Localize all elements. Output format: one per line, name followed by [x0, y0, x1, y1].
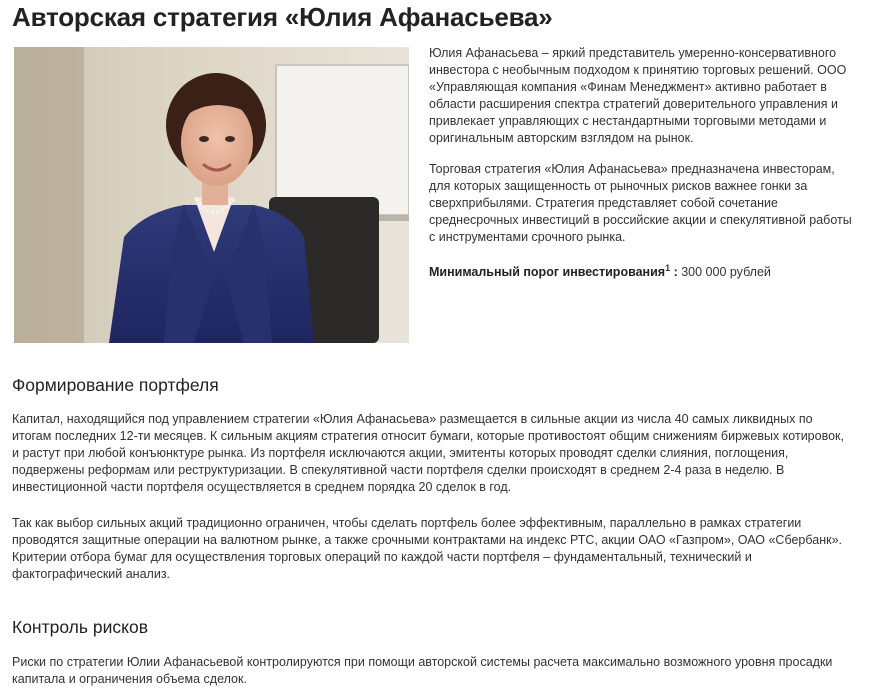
portrait-photo: [14, 47, 409, 343]
min-investment-row: [429, 260, 854, 281]
portfolio-paragraph: Так как выбор сильных акций традиционно ограничен, чтобы сделать портфель более эффективным, параллельно в рамках стратегии проводятся защитные операции на валютном рынке, а также срочными контрактами на индекс РТС, акции ОАО «Газпром», ОАО «Сбербанк». Критерии отбора бумаг для осуществления торговых операций по каждой части портфеля – фундаментальный, технический и фактографический анализ.: [12, 516, 843, 581]
footnote-marker: 1: [665, 263, 671, 273]
intro-paragraph: Торговая стратегия «Юлия Афанасьева» предназначена инвесторам, для которых защищенность от рыночных рисков важнее гонки за сверхприбылями. Стратегия представляет собой сочетание среднесрочных инвестиций в российские акции и спекулятивной работы с инструментами срочного рынка.: [429, 162, 852, 244]
portfolio-paragraph: Капитал, находящийся под управлением стратегии «Юлия Афанасьева» размещается в сильные акции из числа 40 самых ликвидных по итогам последних 12-ти месяцев. К сильным акциям стратегия относит бумаги, которые противостоят общим снижениям биржевых котировок, и растут при любой конъюнктуре рынка. Из портфеля исключаются акции, эмитенты которых проводят сделки слияния, поглощения, подвержены реформам или реструктуризации. В спекулятивной части портфеля сделки происходят в среднем 2-4 раза в неделю. В инвестиционной части портфеля осуществляется в среднем порядка 20 сделок в год.: [12, 412, 844, 494]
min-investment-separator: :: [670, 265, 678, 280]
intro-text: [429, 45, 854, 295]
risk-paragraph: Риски по стратегии Юлии Афанасьевой контролируются при помощи авторской системы расчета максимально возможного уровня просадки капитала и ограничения объема сделок.: [12, 655, 833, 686]
intro-paragraph: Юлия Афанасьева – яркий представитель умеренно-консервативного инвестора с необычным подходом к принятию торговых решений. ООО «Управляющая компания «Финам Менеджмент» активно работает в области расширения спектра стратегий доверительного управления и привлекает управляющих с нестандартными торговыми методами и оригинальным авторским взглядом на рынок.: [429, 46, 847, 145]
page-title: Авторская стратегия «Юлия Афанасьева»: [12, 2, 553, 32]
section-title-portfolio: Формирование портфеля: [12, 375, 219, 395]
portrait-illustration: [14, 47, 409, 343]
section-title-risk-control: Контроль рисков: [12, 617, 149, 637]
min-investment-value: 300 000 рублей: [677, 265, 771, 280]
min-investment-label: Минимальный порог инвестирования: [429, 265, 666, 280]
